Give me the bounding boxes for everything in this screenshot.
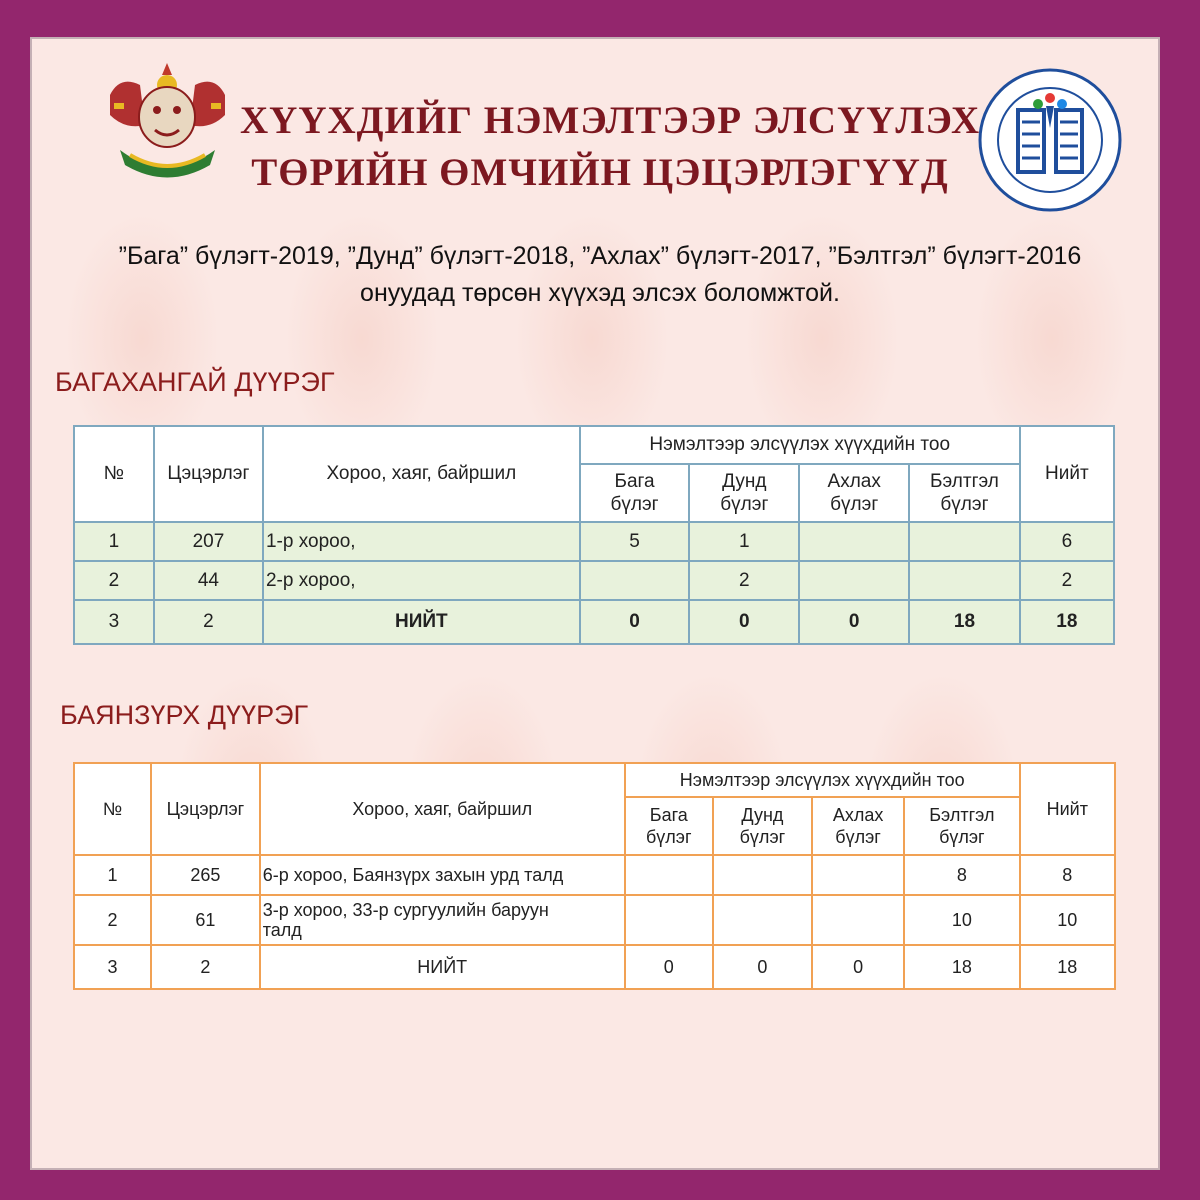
- bagakhangai-table: [73, 425, 1115, 645]
- table-row: 1 265 6-р хороо, Баянзүрх захын урд талд 8 8: [74, 855, 1115, 895]
- table-row: 2 44 2-р хороо, 2 2: [74, 561, 1114, 600]
- col-kindergarten: Цэцэрлэг: [151, 763, 260, 855]
- col-dund: Дунд бүлэг: [713, 797, 812, 855]
- title-line-2: ТӨРИЙН ӨМЧИЙН ЦЭЦЭРЛЭГҮҮД: [251, 151, 949, 194]
- col-akhlakh: Ахлах бүлэг: [799, 464, 909, 522]
- table-row: 2 61 3-р хороо, 33-р сургуулийн баруун талд 10 10: [74, 895, 1115, 945]
- col-num: №: [74, 426, 154, 522]
- table-row: 1 207 1-р хороо, 5 1 6: [74, 522, 1114, 561]
- col-beltgel: Бэлтгэл бүлэг: [904, 797, 1020, 855]
- table-total-row: 3 2 НИЙТ 0 0 0 18 18: [74, 945, 1115, 989]
- col-baga: Бага бүлэг: [625, 797, 713, 855]
- intro-line-1: ”Бага” бүлэгт-2019, ”Дунд” бүлэгт-2018, ”Ахлах” бүлэгт-2017, ”Бэлтгэл” бүлэгт-2016: [118, 242, 1082, 270]
- col-group-span: Нэмэлтээр элсүүлэх хүүхдийн тоо: [625, 763, 1020, 797]
- title-line-1: ХҮҮХДИЙГ НЭМЭЛТЭЭР ЭЛСҮҮЛЭХ: [240, 99, 981, 142]
- col-total: Нийт: [1020, 426, 1114, 522]
- state-emblem-icon: [100, 55, 235, 180]
- col-baga: Бага бүлэг: [580, 464, 690, 522]
- intro-text: [40, 238, 1160, 312]
- col-num: №: [74, 763, 151, 855]
- col-address: Хороо, хаяг, байршил: [263, 426, 580, 522]
- page-title: [240, 95, 981, 199]
- bayanzurkh-table: [73, 762, 1116, 990]
- district-heading-bayanzurkh: БАЯНЗҮРХ ДҮҮРЭГ: [60, 700, 309, 730]
- district-heading-bagakhangai: БАГАХАНГАЙ ДҮҮРЭГ: [55, 367, 335, 397]
- intro-line-2: онуудад төрсөн хүүхэд элсэх боломжтой.: [360, 279, 840, 307]
- table-total-row: 3 2 НИЙТ 0 0 0 18 18: [74, 600, 1114, 644]
- education-department-logo-icon: [978, 68, 1123, 213]
- col-kindergarten: Цэцэрлэг: [154, 426, 263, 522]
- col-akhlakh: Ахлах бүлэг: [812, 797, 904, 855]
- col-dund: Дунд бүлэг: [689, 464, 799, 522]
- col-total: Нийт: [1020, 763, 1115, 855]
- col-address: Хороо, хаяг, байршил: [260, 763, 625, 855]
- col-group-span: Нэмэлтээр элсүүлэх хүүхдийн тоо: [580, 426, 1020, 464]
- col-beltgel: Бэлтгэл бүлэг: [909, 464, 1020, 522]
